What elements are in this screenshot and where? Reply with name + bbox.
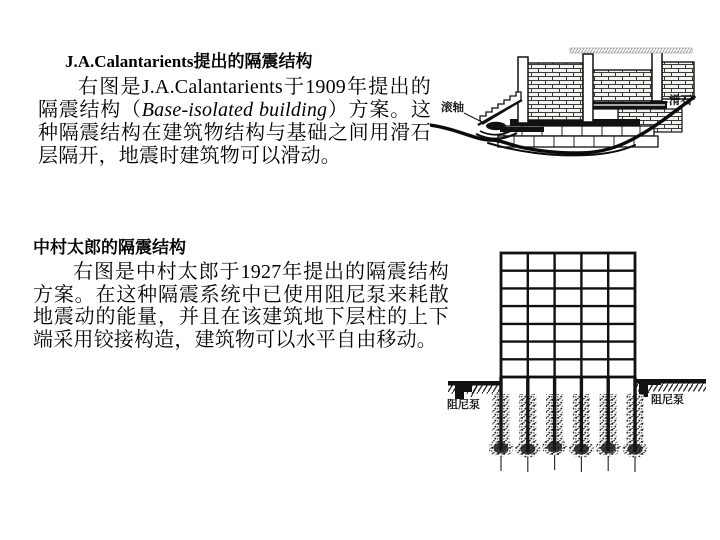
roof-strip bbox=[570, 48, 692, 53]
roller-label: 滚轴 bbox=[441, 102, 464, 114]
section1-body-lead: 右图是J.A.Calantarients于1909年提出的隔震结构（ bbox=[38, 76, 431, 121]
pile-sleeves bbox=[489, 394, 648, 458]
calantarients-diagram bbox=[430, 40, 715, 175]
left-column bbox=[518, 57, 528, 123]
section1-paragraph bbox=[38, 76, 431, 168]
damper-label-right: 阻尼泵 bbox=[651, 394, 684, 406]
damper-pump-left bbox=[455, 385, 472, 399]
nakamura-diagram bbox=[443, 248, 713, 483]
damper-label-left: 阻尼泵 bbox=[447, 399, 480, 411]
ground-soil bbox=[448, 379, 706, 394]
section1-body-tail: ）方案。这种隔震结构在建筑物结构与基础之间用滑石层隔开，地震时建筑物可以滑动。 bbox=[38, 99, 432, 167]
building-frame bbox=[501, 253, 635, 377]
ground-line-left bbox=[448, 381, 501, 386]
section2-paragraph: 右图是中村太郎于1927年提出的隔震结构方案。在这种隔震系统中已使用阻尼泵来耗散地震动的能量，并且在该建筑地下层柱的上下端采用铰接构造，建筑物可以水平自由移动。 bbox=[33, 261, 449, 351]
section2-title: 中村太郎的隔震结构 bbox=[33, 238, 186, 257]
pile-footings bbox=[489, 439, 648, 458]
middle-column bbox=[583, 54, 593, 122]
section1-title: J.A.Calantarients提出的隔震结构 bbox=[65, 52, 313, 71]
section2-text-block bbox=[33, 236, 449, 351]
roller-leader-line bbox=[464, 113, 482, 122]
section1-text-block bbox=[38, 50, 431, 168]
pile-rods bbox=[501, 455, 635, 472]
right-column bbox=[652, 52, 662, 101]
section1-body-italic-term: Base-isolated building bbox=[141, 99, 328, 121]
sliding-stone-label: 滑石 bbox=[669, 95, 692, 107]
